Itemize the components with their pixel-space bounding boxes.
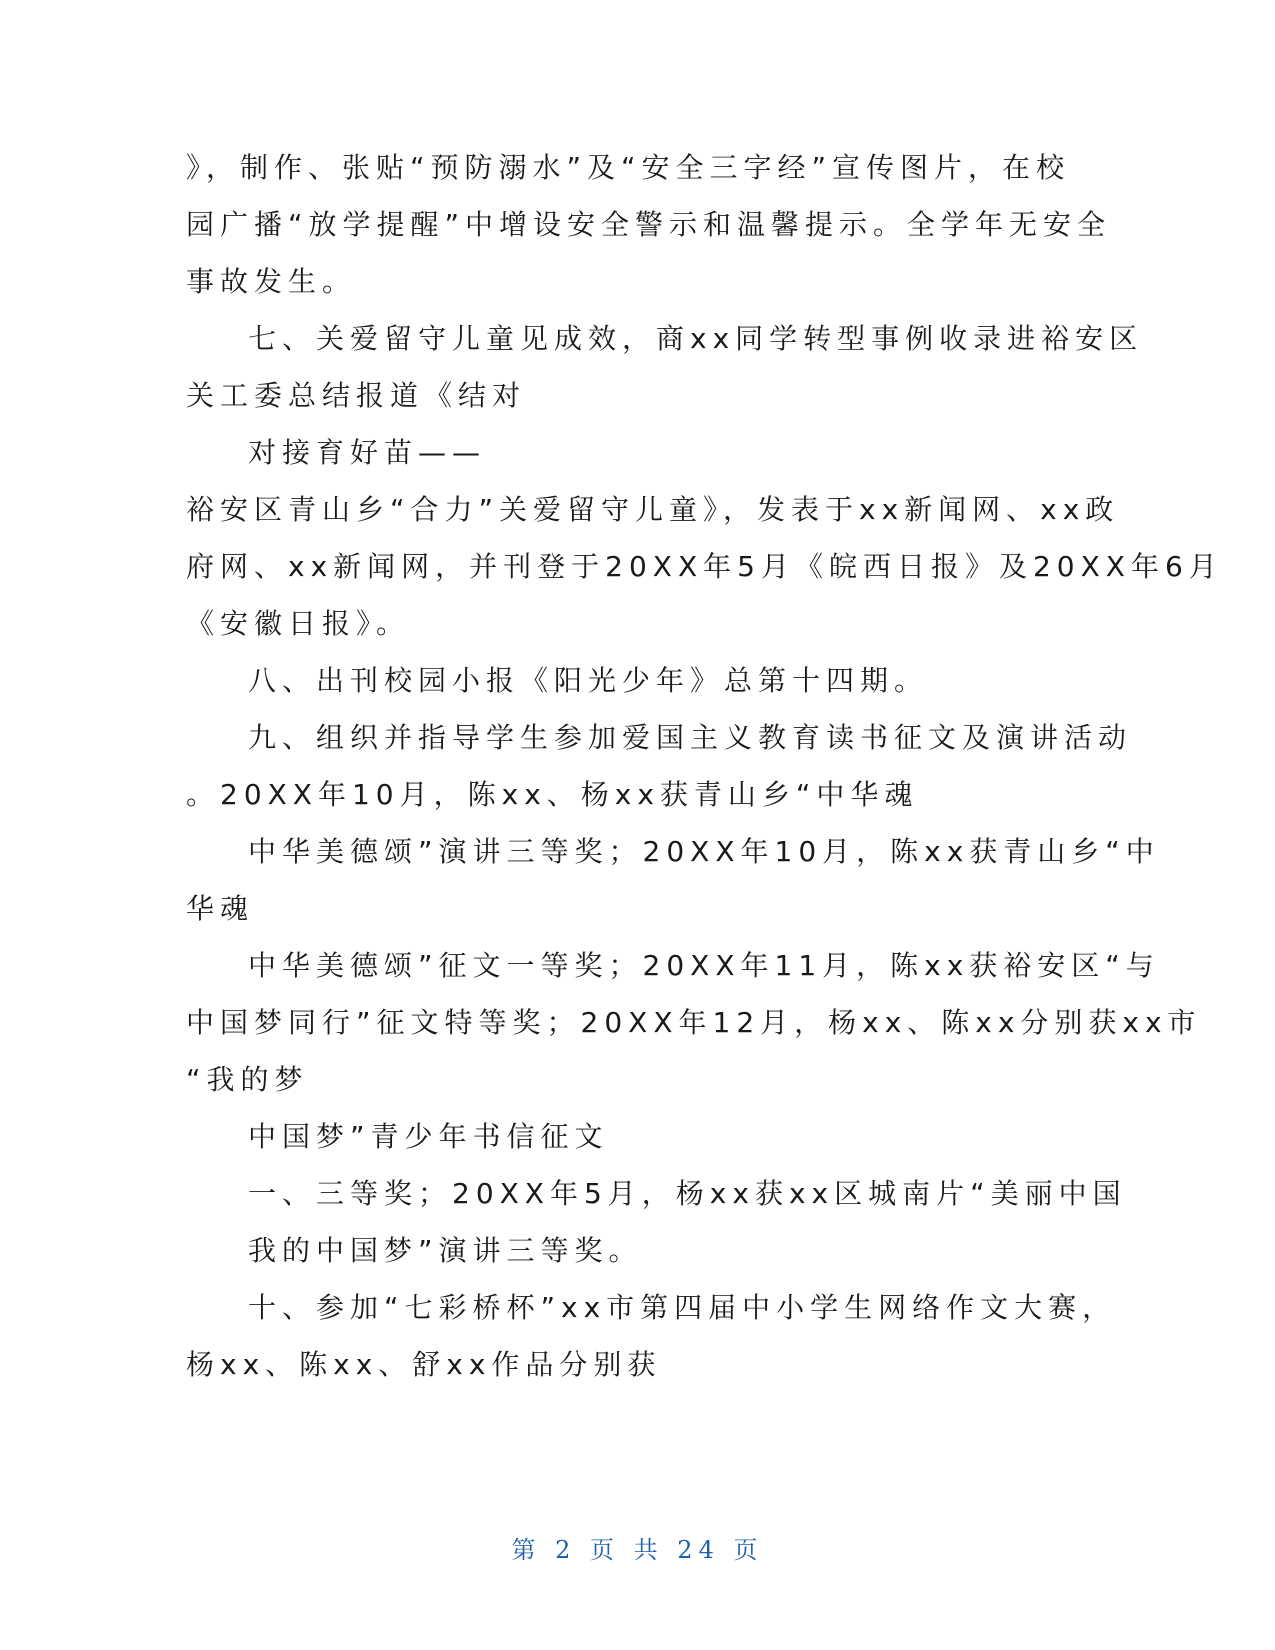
text-line: 中国梦同行”征文特等奖；20XX年12月，杨xx、陈xx分别获xx市	[186, 1006, 1202, 1039]
text-line: 八、出刊校园小报《阳光少年》总第十四期。	[248, 664, 929, 697]
text-line: 。20XX年10月，陈xx、杨xx获青山乡“中华魂	[186, 778, 919, 811]
text-line: 中华美德颂”征文一等奖；20XX年11月，陈xx获裕安区“与	[248, 949, 1160, 982]
text-line: 七、关爱留守儿童见成效，商xx同学转型事例收录进裕安区	[248, 322, 1144, 355]
text-line: 》，制作、张贴“预防溺水”及“安全三字经”宣传图片，在校	[186, 151, 1071, 184]
text-line: “我的梦	[186, 1063, 309, 1096]
text-line: 府网、xx新闻网，并刊登于20XX年5月《皖西日报》及20XX年6月	[186, 550, 1223, 583]
text-line: 园广播“放学提醒”中增设安全警示和温馨提示。全学年无安全	[186, 208, 1112, 241]
text-line: 一、三等奖；20XX年5月，杨xx获xx区城南片“美丽中国	[248, 1177, 1127, 1210]
text-line: 九、组织并指导学生参加爱国主义教育读书征文及演讲活动	[248, 721, 1133, 754]
text-line: 中国梦”青少年书信征文	[248, 1120, 609, 1153]
text-line: 事故发生。	[186, 265, 357, 298]
text-line: 十、参加“七彩桥杯”xx市第四届中小学生网络作文大赛，	[248, 1291, 1117, 1324]
text-line: 我的中国梦”演讲三等奖。	[248, 1234, 643, 1267]
text-line: 《安徽日报》。	[186, 607, 411, 640]
text-line: 杨xx、陈xx、舒xx作品分别获	[186, 1348, 662, 1381]
text-line: 裕安区青山乡“合力”关爱留守儿童》，发表于xx新闻网、xx政	[186, 493, 1120, 526]
text-line: 关工委总结报道《结对	[186, 379, 527, 412]
text-line: 华魂	[186, 892, 255, 925]
text-line: 对接育好苗——	[248, 436, 487, 469]
page-number-footer: 第 2 页 共 24 页	[511, 1536, 764, 1564]
text-line: 中华美德颂”演讲三等奖；20XX年10月，陈xx获青山乡“中	[248, 835, 1160, 868]
